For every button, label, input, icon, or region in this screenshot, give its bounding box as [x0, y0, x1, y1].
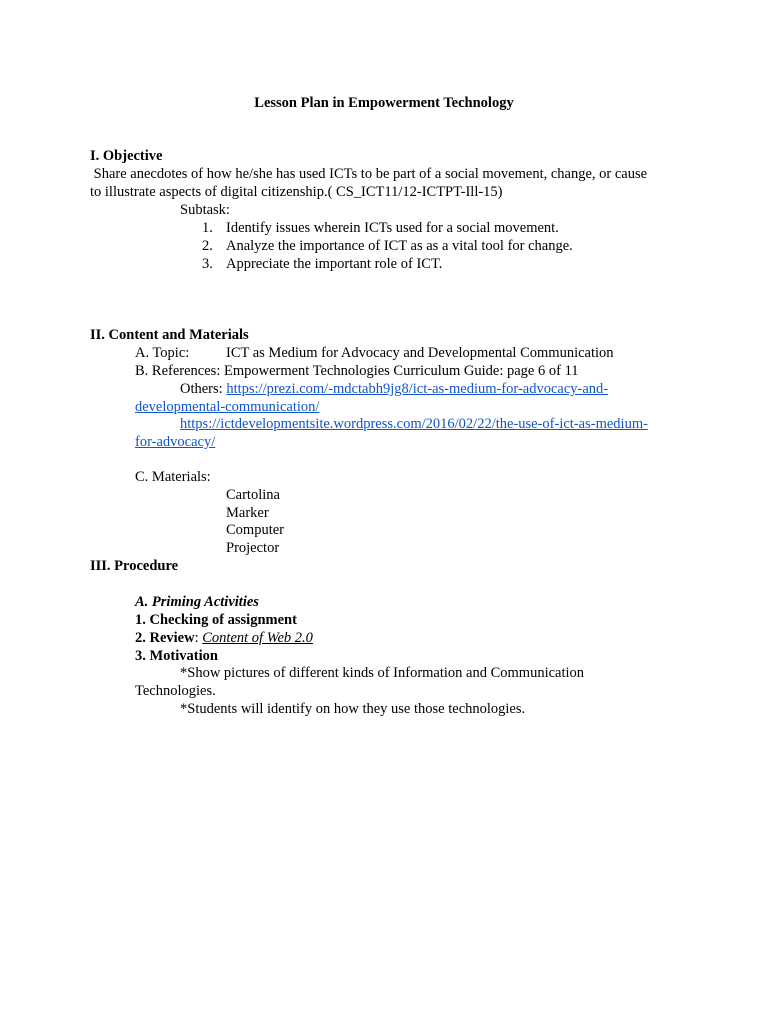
- priming-activities: A. Priming Activities: [135, 594, 259, 610]
- subtask-label: Subtask:: [180, 202, 230, 218]
- prezi-link[interactable]: https://prezi.com/-mdctabh9jg8/ict-as-medium-for-advocacy-and-: [226, 381, 609, 397]
- subtask-number: 3.: [202, 256, 213, 272]
- objective-text-line1: Share anecdotes of how he/she has used ICTs to be part of a social movement, change, or cause: [90, 166, 648, 182]
- references-line: B. References: Empowerment Technologies Curriculum Guide: page 6 of 11: [135, 363, 579, 379]
- material-item: Cartolina: [226, 487, 280, 503]
- review-value: Content of Web 2.0: [202, 630, 313, 646]
- subtask-number: 2.: [202, 238, 213, 254]
- prezi-link-wrap[interactable]: developmental-communication/: [135, 399, 320, 415]
- topic-value: ICT as Medium for Advocacy and Developmental Communication: [226, 345, 614, 361]
- wordpress-link-line: [180, 415, 648, 433]
- subtask-item: Analyze the importance of ICT as as a vital tool for change.: [226, 238, 573, 254]
- review-line: [135, 629, 313, 647]
- objective-text-line2: to illustrate aspects of digital citizenship.( CS_ICT11/12-ICTPT-Ill-15): [90, 184, 503, 200]
- material-item: Projector: [226, 540, 280, 556]
- others-label: Others:: [180, 381, 227, 397]
- material-item: Computer: [226, 522, 284, 538]
- procedure-heading: III. Procedure: [90, 558, 179, 574]
- checking-assignment: 1. Checking of assignment: [135, 612, 297, 628]
- subtask-item: Identify issues wherein ICTs used for a social movement.: [226, 220, 559, 236]
- motivation-line3: *Students will identify on how they use those technologies.: [180, 701, 526, 717]
- topic-label: A. Topic:: [135, 345, 190, 361]
- wordpress-link-continued: [135, 433, 215, 451]
- review-colon: :: [194, 630, 203, 646]
- objective-heading: I. Objective: [90, 148, 163, 164]
- subtask-item: Appreciate the important role of ICT.: [226, 256, 443, 272]
- materials-label: C. Materials:: [135, 469, 211, 485]
- wordpress-link-wrap[interactable]: for-advocacy/: [135, 434, 216, 450]
- subtask-number: 1.: [202, 220, 213, 236]
- material-item: Marker: [226, 505, 269, 521]
- motivation-line2: Technologies.: [135, 683, 216, 699]
- review-label: 2. Review: [135, 630, 195, 646]
- page-title: Lesson Plan in Empowerment Technology: [254, 95, 514, 111]
- others-line: [180, 380, 608, 398]
- motivation-heading: 3. Motivation: [135, 648, 218, 664]
- wordpress-link[interactable]: https://ictdevelopmentsite.wordpress.com/2016/02/22/the-use-of-ict-as-medium-: [180, 416, 648, 432]
- prezi-link-continued: [135, 398, 319, 416]
- content-heading: II. Content and Materials: [90, 327, 249, 343]
- motivation-line1: *Show pictures of different kinds of Information and Communication: [180, 665, 585, 681]
